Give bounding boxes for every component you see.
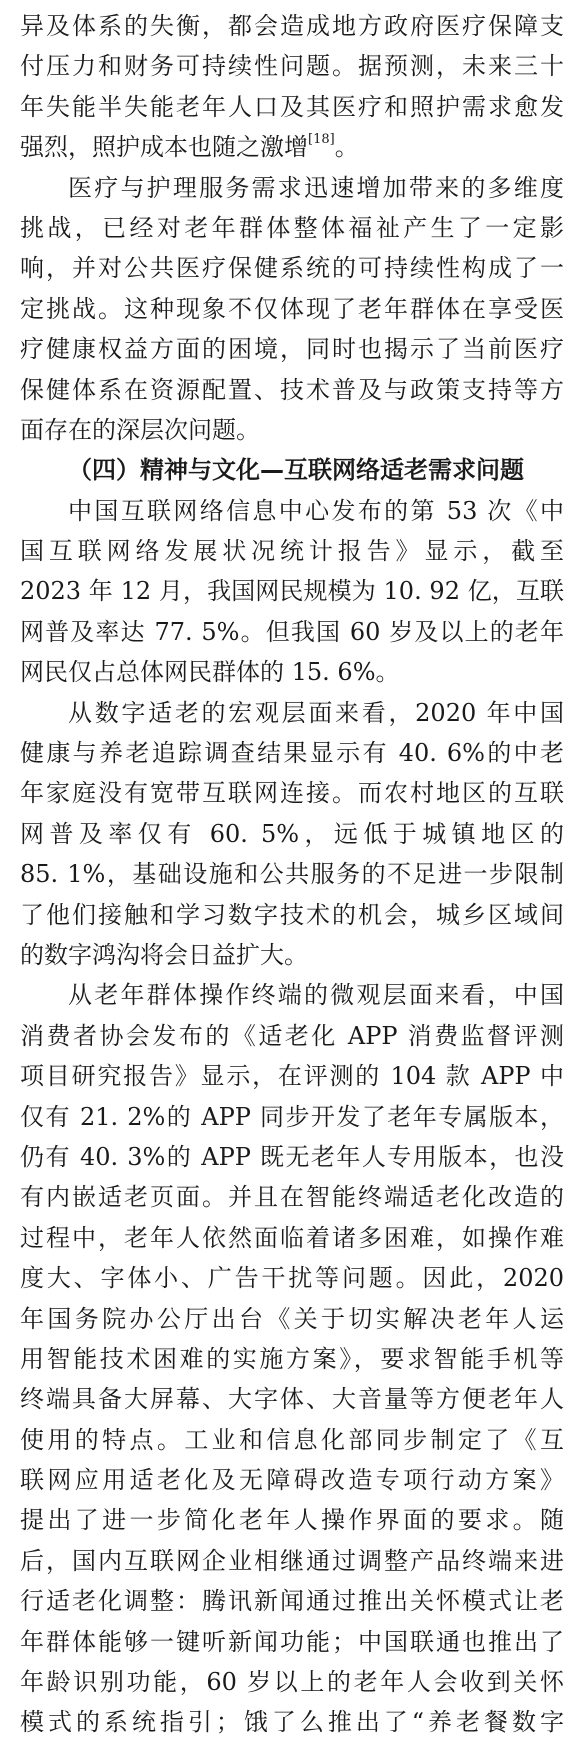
paragraph-2 [20,168,564,451]
text-line-tail: 。 [334,133,359,162]
text-line: 健康与养老追踪调查结果显示有 40. 6%的中老 [20,739,564,768]
text-line: 年国务院办公厅出台《关于切实解决老年人运 [20,1304,564,1333]
text-line: 过程中，老年人依然面临着诸多困难，如操作难 [20,1223,564,1252]
text-line: 消费者协会发布的《适老化 APP 消费监督评测 [20,1021,564,1050]
text-line: 异及体系的失衡，都会造成地方政府医疗保障支 [20,12,564,40]
text-line: 保健体系在资源配置、技术普及与政策支持等方 [20,375,564,404]
text-line: 项目研究报告》显示，在评测的 104 款 APP 中 [20,1062,564,1091]
text-line: 年失能半失能老年人口及其医疗和照护需求愈发 [20,92,564,121]
text-line: 付压力和财务可持续性问题。据预测，未来三十 [20,52,564,81]
text-line: 中国互联网络信息中心发布的第 53 次《中 [68,496,564,525]
citation-ref: [18] [308,132,335,148]
text-line: 85. 1%，基础设施和公共服务的不足进一步限制 [20,860,564,889]
text-line: 年群体能够一键听新闻功能；中国联通也推出了 [20,1627,564,1656]
text-line: 度大、字体小、广告干扰等问题。因此，2020 [20,1264,564,1293]
text-line: 使用的特点。工业和信息化部同步制定了《互 [20,1425,564,1454]
text-line: 面存在的深层次问题。 [20,415,260,444]
text-line: 响，并对公共医疗保健系统的可持续性构成了一 [20,254,564,283]
paragraph-1 [20,6,564,168]
text-line: 年龄识别功能，60 岁以上的老年人会收到关怀 [20,1668,564,1697]
text-line: 有内嵌适老页面。并且在智能终端适老化改造的 [20,1183,564,1212]
text-line [20,127,564,167]
text-line: 医疗与护理服务需求迅速增加带来的多维度 [68,173,564,202]
text-line: 仅有 21. 2%的 APP 同步开发了老年专属版本， [20,1102,564,1131]
paragraph-4 [20,693,564,976]
text-line: 从老年群体操作终端的微观层面来看，中国 [68,981,564,1010]
paragraph-5 [20,975,564,1742]
text-line-body: 强烈，照护成本也随之激增 [20,133,308,162]
text-line: 疗健康权益方面的困境，同时也揭示了当前医疗 [20,335,564,364]
paragraph-3 [20,491,564,693]
text-line: 了他们接触和学习数字技术的机会，城乡区域间 [20,900,564,929]
text-line: 2023 年 12 月，我国网民规模为 10. 92 亿，互联 [20,577,564,606]
text-line: 后，国内互联网企业相继通过调整产品终端来进 [20,1546,564,1575]
text-line: 终端具备大屏幕、大字体、大音量等方便老年人 [20,1385,564,1414]
text-line: 行适老化调整：腾讯新闻通过推出关怀模式让老 [20,1587,564,1616]
text-line: 用智能技术困难的实施方案》，要求智能手机等 [20,1344,564,1373]
text-line: 国互联网络发展状况统计报告》显示，截至 [20,537,564,566]
text-line: 模式的系统指引；饿了么推出了“养老餐数字 [20,1708,564,1737]
section-heading: （四）精神与文化—互联网络适老需求问题 [68,456,524,485]
text-line: 挑战，已经对老年群体整体福祉产生了一定影 [20,213,564,242]
text-line: 的数字鸿沟将会日益扩大。 [20,940,308,969]
text-line: 网民仅占总体网民群体的 15. 6%。 [20,658,400,687]
text-line: 年家庭没有宽带互联网连接。而农村地区的互联 [20,779,564,808]
text-line: 定挑战。这种现象不仅体现了老年群体在享受医 [20,294,564,323]
text-line: 网普及率仅有 60. 5%，远低于城镇地区的 [20,819,564,848]
text-line: 网普及率达 77. 5%。但我国 60 岁及以上的老年 [20,617,564,646]
text-line: 从数字适老的宏观层面来看，2020 年中国 [68,698,564,727]
text-line: 联网应用适老化及无障碍改造专项行动方案》 [20,1466,564,1495]
text-line: 提出了进一步简化老年人操作界面的要求。随 [20,1506,564,1535]
text-line: 仍有 40. 3%的 APP 既无老年人专用版本，也没 [20,1142,564,1171]
